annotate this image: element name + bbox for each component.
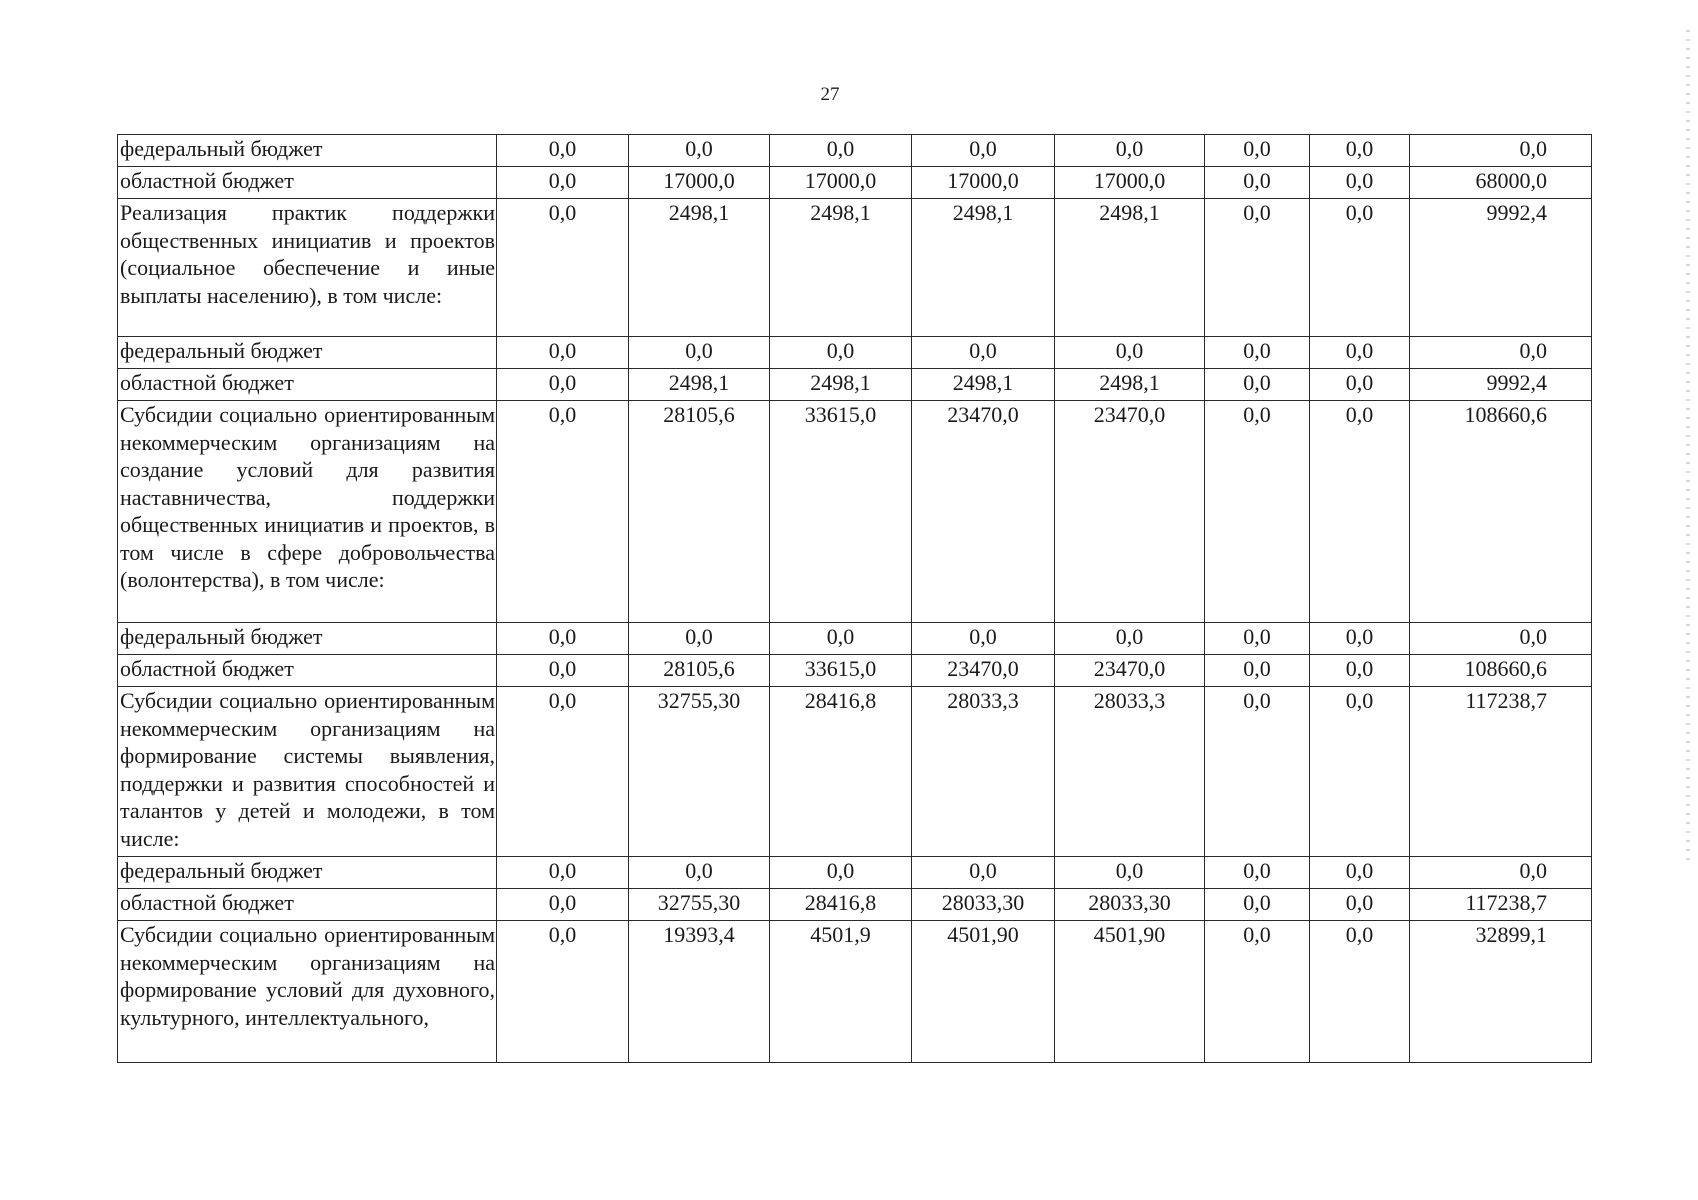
value-cell: 0,0 [497,623,629,655]
value-cell: 23470,0 [1055,401,1205,623]
value-cell: 0,0 [1205,623,1310,655]
value-cell: 0,0 [1205,921,1310,1063]
value-cell: 0,0 [629,857,770,889]
value-cell: 2498,1 [770,369,912,401]
value-cell: 17000,0 [629,167,770,199]
value-cell: 0,0 [497,199,629,337]
row-label-federal-budget: федеральный бюджет [118,623,497,655]
value-cell: 17000,0 [770,167,912,199]
total-cell: 0,0 [1410,623,1592,655]
page-number: 27 [820,84,840,105]
total-cell: 108660,6 [1410,401,1592,623]
budget-table [117,134,1592,1063]
total-cell: 0,0 [1410,135,1592,167]
value-cell: 0,0 [1310,167,1410,199]
value-cell: 2498,1 [629,199,770,337]
row-label-federal-budget: федеральный бюджет [118,337,497,369]
table-row [118,401,1592,623]
table-row [118,337,1592,369]
value-cell: 0,0 [1055,135,1205,167]
value-cell: 0,0 [497,921,629,1063]
value-cell: 0,0 [1310,199,1410,337]
value-cell: 2498,1 [912,199,1055,337]
value-cell: 0,0 [497,687,629,857]
value-cell: 0,0 [912,337,1055,369]
value-cell: 2498,1 [1055,199,1205,337]
value-cell: 2498,1 [1055,369,1205,401]
value-cell: 28033,3 [912,687,1055,857]
value-cell: 0,0 [1310,857,1410,889]
table-row [118,369,1592,401]
value-cell: 0,0 [1310,687,1410,857]
value-cell: 0,0 [1055,623,1205,655]
total-cell: 117238,7 [1410,889,1592,921]
value-cell: 0,0 [1310,655,1410,687]
value-cell: 17000,0 [912,167,1055,199]
value-cell: 17000,0 [1055,167,1205,199]
value-cell: 0,0 [1205,655,1310,687]
table-row [118,857,1592,889]
row-label-program-item: Субсидии социально ориентированным некоммерческим организациям на формирование условий для духовного, культурного, интеллектуального, [118,921,497,1063]
total-cell: 68000,0 [1410,167,1592,199]
value-cell: 32755,30 [629,889,770,921]
value-cell: 0,0 [497,857,629,889]
table-row [118,655,1592,687]
table-row [118,623,1592,655]
value-cell: 0,0 [1310,369,1410,401]
value-cell: 0,0 [770,623,912,655]
value-cell: 28416,8 [770,687,912,857]
value-cell: 0,0 [1205,401,1310,623]
table-row [118,687,1592,857]
value-cell: 0,0 [1310,623,1410,655]
value-cell: 33615,0 [770,655,912,687]
value-cell: 23470,0 [1055,655,1205,687]
total-cell: 9992,4 [1410,369,1592,401]
total-cell: 9992,4 [1410,199,1592,337]
total-cell: 117238,7 [1410,687,1592,857]
value-cell: 28105,6 [629,655,770,687]
value-cell: 2498,1 [629,369,770,401]
value-cell: 2498,1 [912,369,1055,401]
value-cell: 28416,8 [770,889,912,921]
value-cell: 19393,4 [629,921,770,1063]
value-cell: 0,0 [1205,167,1310,199]
value-cell: 0,0 [912,623,1055,655]
value-cell: 0,0 [1205,857,1310,889]
value-cell: 0,0 [1205,687,1310,857]
table-row [118,199,1592,337]
value-cell: 0,0 [770,135,912,167]
total-cell: 32899,1 [1410,921,1592,1063]
value-cell: 28105,6 [629,401,770,623]
row-label-regional-budget: областной бюджет [118,655,497,687]
value-cell: 4501,90 [1055,921,1205,1063]
value-cell: 32755,30 [629,687,770,857]
value-cell: 23470,0 [912,655,1055,687]
row-label-regional-budget: областной бюджет [118,889,497,921]
value-cell: 0,0 [497,369,629,401]
value-cell: 28033,30 [1055,889,1205,921]
value-cell: 28033,3 [1055,687,1205,857]
value-cell: 0,0 [629,623,770,655]
total-cell: 0,0 [1410,857,1592,889]
value-cell: 0,0 [629,135,770,167]
value-cell: 2498,1 [770,199,912,337]
value-cell: 0,0 [1205,369,1310,401]
value-cell: 0,0 [497,135,629,167]
row-label-program-item: Субсидии социально ориентированным некоммерческим организациям на формирование системы выявления, поддержки и развития способностей и талантов у детей и молодежи, в том числе: [118,687,497,857]
total-cell: 0,0 [1410,337,1592,369]
row-label-federal-budget: федеральный бюджет [118,135,497,167]
table-row [118,135,1592,167]
value-cell: 0,0 [497,167,629,199]
value-cell: 0,0 [1205,889,1310,921]
value-cell: 0,0 [1310,401,1410,623]
value-cell: 0,0 [1205,337,1310,369]
scan-edge-marks [1686,30,1690,860]
value-cell: 0,0 [1310,337,1410,369]
row-label-regional-budget: областной бюджет [118,167,497,199]
value-cell: 0,0 [1310,921,1410,1063]
value-cell: 4501,9 [770,921,912,1063]
table-row [118,167,1592,199]
value-cell: 0,0 [1310,135,1410,167]
value-cell: 0,0 [912,857,1055,889]
value-cell: 0,0 [912,135,1055,167]
value-cell: 0,0 [1205,135,1310,167]
value-cell: 0,0 [497,655,629,687]
row-label-program-item: Реализация практик поддержки общественных инициатив и проектов (социальное обеспечение и иные выплаты населению), в том числе: [118,199,497,337]
row-label-program-item: Субсидии социально ориентированным некоммерческим организациям на создание условий для развития наставничества, поддержки общественных инициатив и проектов, в том числе в сфере добровольчества (волонтерства), в том числе: [118,401,497,623]
value-cell: 0,0 [1055,857,1205,889]
value-cell: 33615,0 [770,401,912,623]
value-cell: 23470,0 [912,401,1055,623]
row-label-regional-budget: областной бюджет [118,369,497,401]
value-cell: 0,0 [629,337,770,369]
value-cell: 0,0 [497,889,629,921]
value-cell: 0,0 [1205,199,1310,337]
value-cell: 0,0 [770,857,912,889]
value-cell: 0,0 [497,401,629,623]
table-row [118,921,1592,1063]
value-cell: 28033,30 [912,889,1055,921]
table-body [118,135,1592,1063]
value-cell: 0,0 [770,337,912,369]
table-row [118,889,1592,921]
total-cell: 108660,6 [1410,655,1592,687]
value-cell: 0,0 [497,337,629,369]
value-cell: 4501,90 [912,921,1055,1063]
row-label-federal-budget: федеральный бюджет [118,857,497,889]
value-cell: 0,0 [1055,337,1205,369]
value-cell: 0,0 [1310,889,1410,921]
